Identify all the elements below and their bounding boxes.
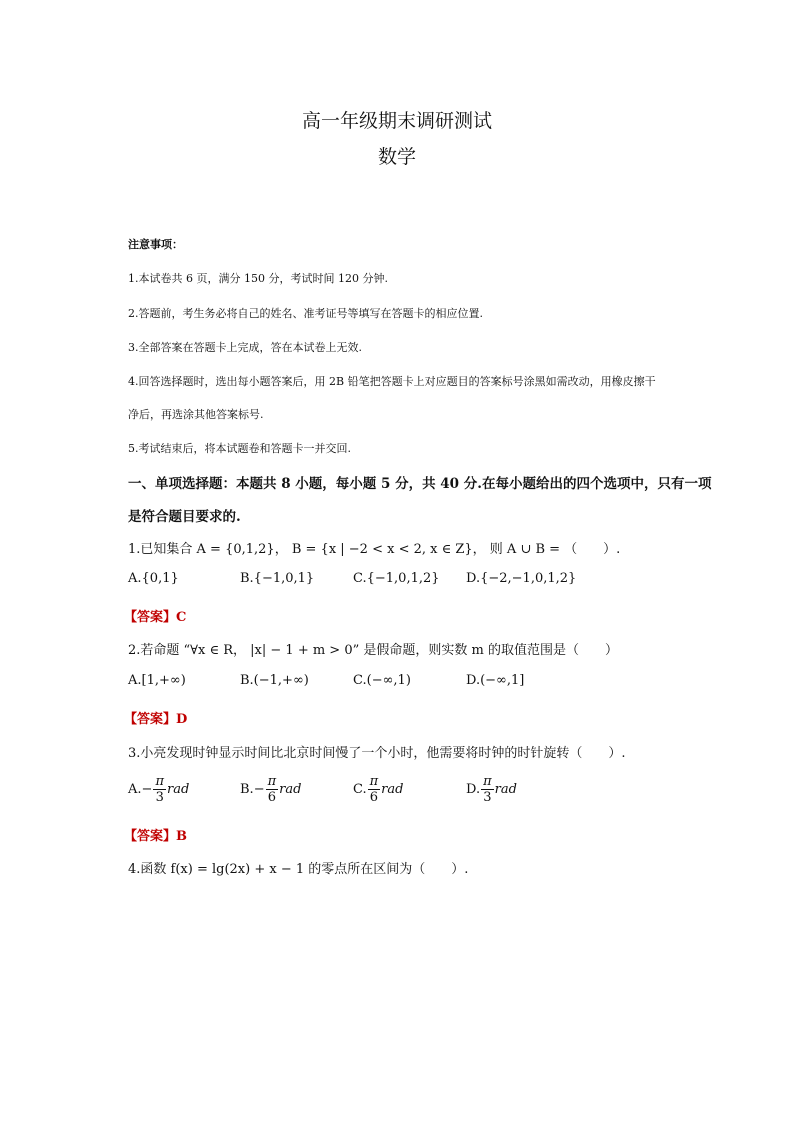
question-1-option-a: A.{0,1} bbox=[128, 571, 179, 586]
question-3-option-d bbox=[466, 775, 517, 804]
fraction-denominator: 6 bbox=[267, 790, 276, 805]
note-item-2: 2.答题前，考生务必将自己的姓名、准考证号等填写在答题卡的相应位置. bbox=[128, 307, 483, 320]
question-2-stem: 2.若命题 “∀x ∈ R， |x| − 1 + m > 0” 是假命题，则实数 m 的取值范围是（ ） bbox=[128, 643, 618, 658]
option-unit: rad bbox=[381, 782, 404, 797]
question-3-stem: 3.小亮发现时钟显示时间比北京时间慢了一个小时，他需要将时钟的时针旋转（ ）. bbox=[128, 746, 626, 761]
note-item-5: 5.考试结束后，将本试题卷和答题卡一并交回. bbox=[128, 442, 351, 455]
exam-title: 高一年级期末调研测试 bbox=[301, 110, 492, 132]
section-heading-cont: 是符合题目要求的. bbox=[128, 509, 241, 525]
option-unit: rad bbox=[279, 782, 302, 797]
fraction bbox=[153, 775, 166, 804]
fraction-denominator: 3 bbox=[155, 790, 164, 805]
fraction-denominator: 3 bbox=[483, 790, 492, 805]
question-2-option-d: D.(−∞,1] bbox=[466, 673, 525, 688]
question-1-option-c: C.{−1,0,1,2} bbox=[353, 571, 440, 586]
question-2-option-c: C.(−∞,1) bbox=[353, 673, 411, 688]
fraction-numerator: π bbox=[369, 774, 379, 789]
option-unit: rad bbox=[494, 782, 517, 797]
option-prefix: A. bbox=[128, 782, 142, 797]
subject-title: 数学 bbox=[377, 146, 416, 168]
option-prefix: D. bbox=[466, 782, 481, 797]
notes-heading: 注意事项： bbox=[128, 238, 183, 251]
question-4-stem: 4.函数 f(x) = lg(2x) + x − 1 的零点所在区间为（ ）. bbox=[128, 862, 469, 877]
fraction bbox=[266, 775, 279, 804]
option-prefix: C. bbox=[353, 782, 367, 797]
fraction bbox=[368, 775, 381, 804]
note-item-3: 3.全部答案在答题卡上完成，答在本试卷上无效. bbox=[128, 341, 362, 354]
question-3-option-a bbox=[128, 775, 189, 804]
question-3-option-b bbox=[240, 775, 301, 804]
question-2-option-b: B.(−1,+∞) bbox=[240, 673, 309, 688]
fraction bbox=[481, 775, 494, 804]
fraction-numerator: π bbox=[483, 774, 492, 789]
section-heading: 一、单项选择题：本题共 8 小题，每小题 5 分，共 40 分.在每小题给出的四个选项中，只有一项 bbox=[128, 476, 712, 492]
question-3-answer: 【答案】B bbox=[124, 829, 187, 844]
note-item-4: 4.回答选择题时，选出每小题答案后，用 2B 铅笔把答题卡上对应题目的答案标号涂黑如需改动，用橡皮擦干 bbox=[128, 375, 656, 388]
note-item-4-cont: 净后，再选涂其他答案标号. bbox=[128, 408, 264, 421]
option-unit: rad bbox=[166, 782, 190, 797]
question-1-option-b: B.{−1,0,1} bbox=[240, 571, 315, 586]
fraction-numerator: π bbox=[155, 774, 164, 789]
question-2-answer: 【答案】D bbox=[124, 712, 188, 727]
question-1-answer: 【答案】C bbox=[124, 610, 187, 625]
option-sign: − bbox=[253, 782, 265, 797]
option-sign: − bbox=[141, 782, 153, 797]
question-1-option-d: D.{−2,−1,0,1,2} bbox=[466, 571, 577, 586]
question-3-option-c bbox=[353, 775, 403, 804]
question-1-stem: 1.已知集合 A = {0,1,2}， B = {x | −2 < x < 2, x ∈ Z}， 则 A ∪ B = （ ）. bbox=[128, 542, 621, 557]
fraction-numerator: π bbox=[267, 774, 277, 789]
fraction-denominator: 6 bbox=[369, 790, 379, 805]
question-2-option-a: A.[1,+∞) bbox=[128, 673, 186, 688]
option-prefix: B. bbox=[240, 782, 254, 797]
note-item-1: 1.本试卷共 6 页，满分 150 分，考试时间 120 分钟. bbox=[128, 272, 388, 285]
